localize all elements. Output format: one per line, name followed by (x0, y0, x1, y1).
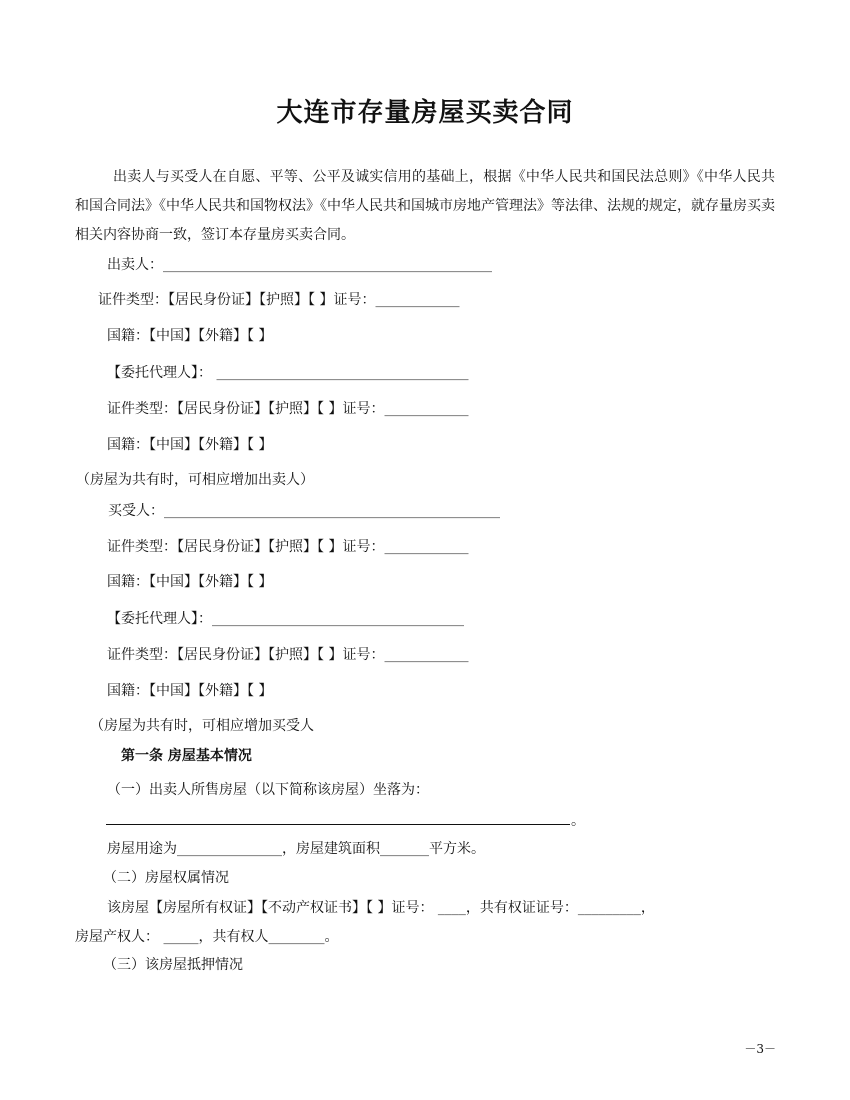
intro-paragraph: 出卖人与买受人在自愿、平等、公平及诚实信用的基础上，根据《中华人民共和国民法总则》《中华人民共和国合同法》《中华人民共和国物权法》《中华人民共和国城市房地产管理法》等法律、法规的规定，就存量房买卖相关内容协商一致，签订本存量房买卖合同。 (75, 169, 775, 243)
page-title: 大连市存量房屋买卖合同 (276, 98, 574, 128)
buyer-id-type-line: 证件类型：【居民身份证】【护照】【 】证号：____________ (107, 539, 469, 555)
page-number: －3－ (744, 1042, 776, 1056)
buyer-agent-nationality-line: 国籍：【中国】【外籍】【 】 (107, 683, 273, 699)
buyer-note: （房屋为共有时，可相应增加买受人 (90, 718, 314, 734)
seller-agent-line: 【委托代理人】： ____________________________________ (107, 365, 469, 381)
article1-item3: （三）该房屋抵押情况 (103, 957, 243, 973)
article1-item2: （二）房屋权属情况 (103, 870, 229, 886)
location-period: 。 (571, 813, 585, 829)
buyer-name-line: 买受人：________________________________________________ (108, 503, 500, 519)
owner-line: 房屋产权人： _____，共有权人________。 (75, 929, 339, 945)
seller-note: （房屋为共有时，可相应增加出卖人） (76, 472, 314, 488)
article1-heading: 第一条 房屋基本情况 (121, 748, 252, 764)
seller-name-line: 出卖人：_______________________________________________ (107, 257, 492, 273)
seller-agent-nationality-line: 国籍：【中国】【外籍】【 】 (107, 437, 273, 453)
seller-nationality-line: 国籍：【中国】【外籍】【 】 (107, 328, 273, 344)
buyer-nationality-line: 国籍：【中国】【外籍】【 】 (107, 574, 273, 590)
buyer-agent-id-type-line: 证件类型：【居民身份证】【护照】【 】证号：____________ (107, 647, 469, 663)
ownership-line: 该房屋【房屋所有权证】【不动产权证书】【 】证号： ____，共有权证证号：_________， (107, 900, 655, 916)
buyer-agent-line: 【委托代理人】：____________________________________ (107, 611, 464, 627)
seller-id-type-line: 证件类型：【居民身份证】【护照】【 】证号：____________ (98, 292, 460, 308)
article1-item1: （一）出卖人所售房屋（以下简称该房屋）坐落为： (107, 782, 429, 798)
usage-area-line: 房屋用途为_______________，房屋建筑面积_______平方米。 (107, 841, 485, 857)
location-blank-line (106, 824, 570, 825)
seller-agent-id-type-line: 证件类型：【居民身份证】【护照】【 】证号：____________ (107, 401, 469, 417)
